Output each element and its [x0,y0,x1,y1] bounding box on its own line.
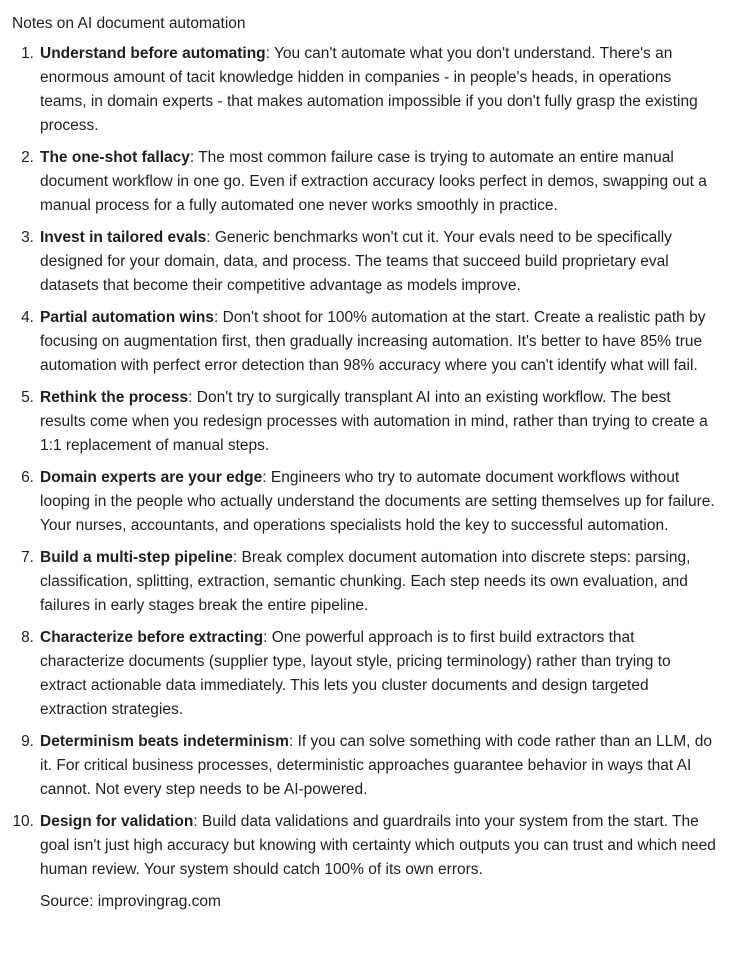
item-number: 10. [12,813,34,830]
item-heading: Rethink the process [40,389,189,406]
list-item [12,146,720,218]
list-item [12,626,720,722]
item-text: : Generic benchmarks won't cut it. Your evals need to be specifically designed for your domain, data, and process. The teams that succeed build proprietary eval datasets that become their competitive advantage as models improve. [40,229,672,294]
item-text: : Don't shoot for 100% automation at the start. Create a realistic path by focusing on augmentation first, then gradually increasing automation. It's better to have 85% true automation with perfect error detection than 98% accuracy where you can't identify what will fail. [40,309,706,374]
item-number: 7. [21,549,34,566]
item-heading: The one-shot fallacy [40,149,190,166]
item-number: 8. [21,629,34,646]
item-heading: Build a multi-step pipeline [40,549,233,566]
item-text: : One powerful approach is to first build extractors that characterize documents (supplier type, layout style, pricing terminology) rather than trying to extract actionable data immediately. This lets you cluster documents and design targeted extraction strategies. [40,629,671,718]
item-number: 9. [21,733,34,750]
item-text: : Engineers who try to automate document workflows without looping in the people who actually understand the documents are setting themselves up for failure. Your nurses, accountants, and operations specialists hold the key to successful automation. [40,469,715,534]
notes-list [12,42,720,882]
item-number: 6. [21,469,34,486]
list-item [12,306,720,378]
item-text: : Don't try to surgically transplant AI into an existing workflow. The best results come when you redesign processes with automation in mind, rather than trying to create a 1:1 replacement of manual steps. [40,389,708,454]
item-text: : The most common failure case is trying to automate an entire manual document workflow in one go. Even if extraction accuracy looks perfect in demos, swapping out a manual process for a fully automated one never works smoothly in practice. [40,149,707,214]
list-item [12,226,720,298]
source-line: Source: improvingrag.com [40,893,221,910]
item-heading: Design for validation [40,813,194,830]
item-number: 5. [21,389,34,406]
list-item [12,466,720,538]
list-item [12,546,720,618]
item-heading: Understand before automating [40,45,266,62]
item-heading: Invest in tailored evals [40,229,207,246]
item-number: 2. [21,149,34,166]
item-heading: Determinism beats indeterminism [40,733,289,750]
item-text: : You can't automate what you don't understand. There's an enormous amount of tacit knowledge hidden in companies - in people's heads, in operations teams, in domain experts - that makes automation impossible if you don't fully grasp the existing process. [40,45,698,134]
item-number: 1. [21,45,34,62]
item-number: 4. [21,309,34,326]
document-title: Notes on AI document automation [12,15,246,32]
item-number: 3. [21,229,34,246]
item-text: : Build data validations and guardrails into your system from the start. The goal isn't just high accuracy but knowing with certainty which outputs you can trust and which need human review. Your system should catch 100% of its own errors. [40,813,716,878]
item-heading: Characterize before extracting [40,629,264,646]
item-text: : If you can solve something with code rather than an LLM, do it. For critical business processes, deterministic approaches guarantee behavior in ways that AI cannot. Not every step needs to be AI-powered. [40,733,713,798]
item-heading: Partial automation wins [40,309,214,326]
list-item [12,730,720,802]
list-item [12,386,720,458]
item-heading: Domain experts are your edge [40,469,263,486]
list-item [12,810,720,882]
list-item [12,42,720,138]
item-text: : Break complex document automation into discrete steps: parsing, classification, splitting, extraction, semantic chunking. Each step needs its own evaluation, and failures in early stages break the entire pipeline. [40,549,691,614]
